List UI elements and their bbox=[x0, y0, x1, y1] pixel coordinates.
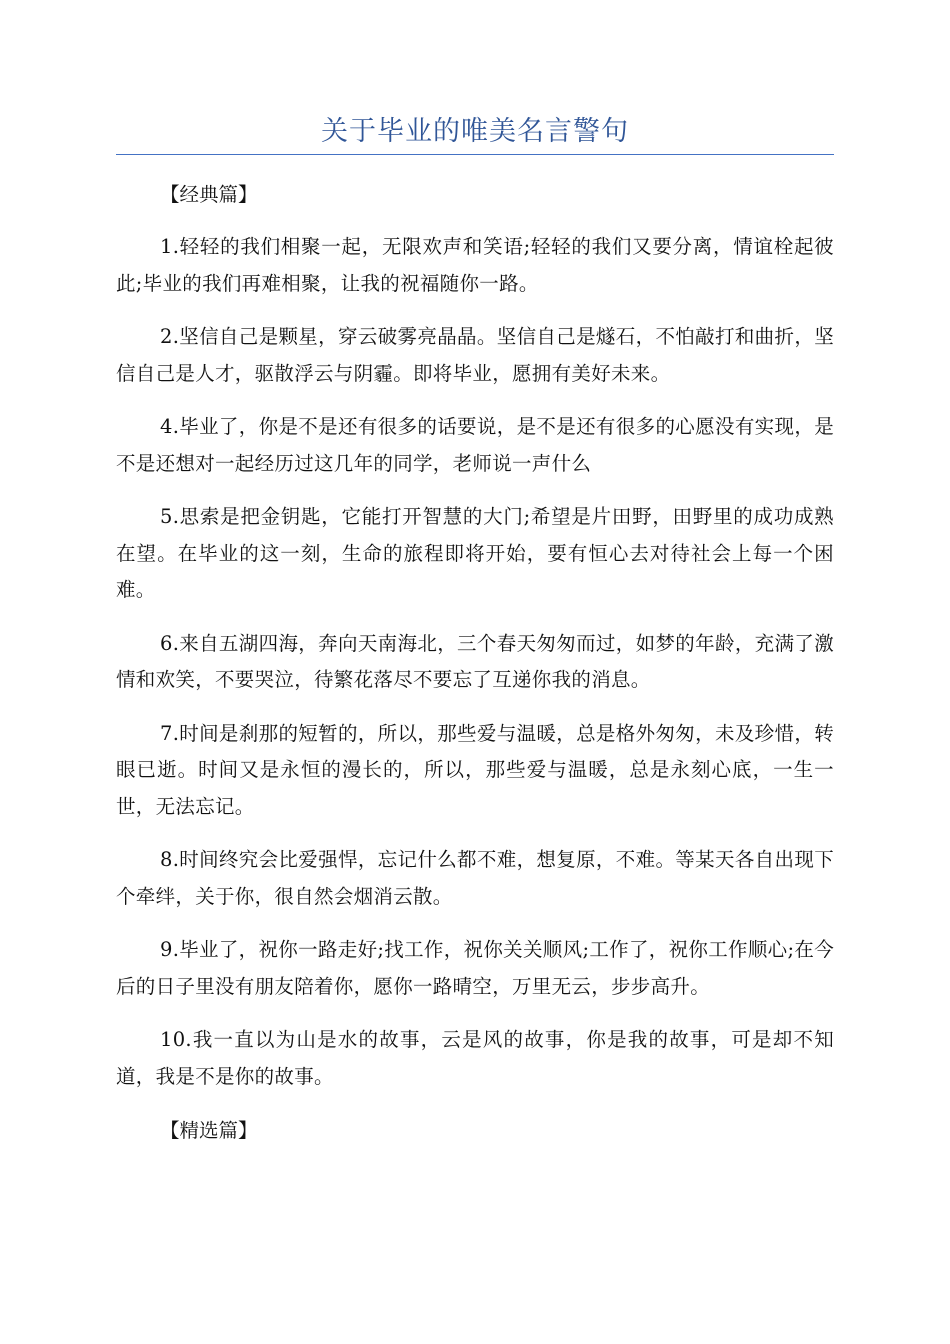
title-underline bbox=[116, 154, 834, 155]
quote-paragraph-10: 10.我一直以为山是水的故事，云是风的故事，你是我的故事，可是却不知道，我是不是你的故事。 bbox=[116, 1028, 834, 1088]
quote-paragraph-4: 4.毕业了，你是不是还有很多的话要说，是不是还有很多的心愿没有实现，是不是还想对一起经历过这几年的同学，老师说一声什么 bbox=[116, 415, 834, 475]
quote-paragraph-9: 9.毕业了，祝你一路走好;找工作，祝你关关顺风;工作了，祝你工作顺心;在今后的日子里没有朋友陪着你，愿你一路晴空，万里无云，步步高升。 bbox=[116, 938, 834, 998]
quote-paragraph-7: 7.时间是刹那的短暂的，所以，那些爱与温暖，总是格外匆匆，未及珍惜，转眼已逝。时间又是永恒的漫长的，所以，那些爱与温暖，总是永刻心底，一生一世，无法忘记。 bbox=[116, 721, 834, 818]
quote-paragraph-5: 5.思索是把金钥匙，它能打开智慧的大门;希望是片田野，田野里的成功成熟在望。在毕业的这一刻，生命的旅程即将开始，要有恒心去对待社会上每一个困难。 bbox=[116, 505, 834, 601]
quote-paragraph-6: 6.来自五湖四海，奔向天南海北，三个春天匆匆而过，如梦的年龄，充满了激情和欢笑，不要哭泣，待繁花落尽不要忘了互递你我的消息。 bbox=[116, 631, 834, 691]
section-heading-selected: 【精选篇】 bbox=[160, 1119, 258, 1142]
document-body bbox=[116, 176, 834, 1165]
quote-paragraph-2: 2.坚信自己是颗星，穿云破雾亮晶晶。坚信自己是燧石，不怕敲打和曲折，坚信自己是人才，驱散浮云与阴霾。即将毕业，愿拥有美好未来。 bbox=[116, 325, 834, 385]
quote-paragraph-1: 1.轻轻的我们相聚一起，无限欢声和笑语;轻轻的我们又要分离，情谊栓起彼此;毕业的我们再难相聚，让我的祝福随你一路。 bbox=[116, 235, 834, 295]
section-heading-classic: 【经典篇】 bbox=[160, 183, 258, 206]
document-title: 关于毕业的唯美名言警句 bbox=[321, 116, 629, 147]
quote-paragraph-8: 8.时间终究会比爱强悍，忘记什么都不难，想复原，不难。等某天各自出现下个牵绊，关于你，很自然会烟消云散。 bbox=[116, 848, 834, 908]
